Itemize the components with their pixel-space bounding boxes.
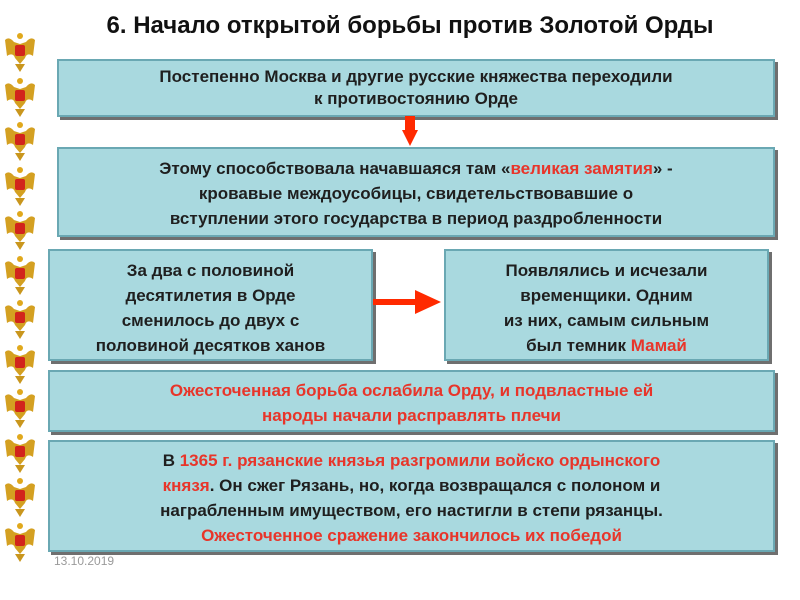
box-ryazan-line-2 bbox=[50, 473, 773, 498]
russian-coat-of-arms-icon bbox=[3, 119, 37, 163]
russian-coat-of-arms-icon bbox=[3, 253, 37, 297]
box-ryazan-red-1: 1365 г. рязанские князья разгромили войско ордынского bbox=[179, 451, 661, 470]
box-khans-line-2: десятилетия в Орде bbox=[125, 286, 296, 305]
emblem-column bbox=[0, 30, 40, 590]
box-mamai-text: был темник bbox=[526, 336, 631, 355]
box-great-turmoil-line-1 bbox=[59, 156, 773, 181]
box-ryazan-line-3: награбленным имуществом, его настигли в степи рязанцы. bbox=[160, 501, 663, 520]
russian-coat-of-arms-icon bbox=[3, 75, 37, 119]
slide-title: 6. Начало открытой борьбы против Золотой Орды bbox=[106, 12, 714, 39]
box-horde-weakened-line-1: Ожесточенная борьба ослабила Орду, и подвластные ей bbox=[169, 381, 654, 400]
russian-coat-of-arms-icon bbox=[3, 431, 37, 475]
box-khans-line-1: За два с половиной bbox=[126, 261, 295, 280]
box-mamai bbox=[444, 249, 769, 361]
russian-coat-of-arms-icon bbox=[3, 520, 37, 564]
box-mamai-line-2: временщики. Одним bbox=[520, 286, 693, 305]
box-intro bbox=[57, 59, 775, 117]
slide-date: 13.10.2019 bbox=[54, 554, 115, 568]
russian-coat-of-arms-icon bbox=[3, 30, 37, 74]
box-ryazan-text-2: . Он сжег Рязань, но, когда возвращался с полоном и bbox=[209, 476, 661, 495]
box-great-turmoil-text-2: » - bbox=[652, 159, 673, 178]
box-ryazan-text-1: В bbox=[162, 451, 180, 470]
box-ryazan-line-4: Ожесточенное сражение закончилось их победой bbox=[201, 526, 622, 545]
box-khans bbox=[48, 249, 373, 361]
mamai-name: Мамай bbox=[630, 336, 687, 355]
box-great-turmoil-line-2: кровавые междоусобицы, свидетельствовавшие о bbox=[198, 184, 634, 203]
box-ryazan-1365 bbox=[48, 440, 775, 552]
box-ryazan-red-2: князя bbox=[162, 476, 210, 495]
russian-coat-of-arms-icon bbox=[3, 475, 37, 519]
box-horde-weakened-line-2: народы начали расправлять плечи bbox=[262, 406, 561, 425]
russian-coat-of-arms-icon bbox=[3, 386, 37, 430]
box-mamai-line-4 bbox=[446, 333, 767, 358]
red-arrow-right-icon bbox=[373, 288, 443, 316]
great-turmoil-term: великая замятия bbox=[510, 159, 653, 178]
russian-coat-of-arms-icon bbox=[3, 342, 37, 386]
box-khans-line-4: половиной десятков ханов bbox=[95, 336, 326, 355]
box-mamai-line-3: из них, самым сильным bbox=[503, 311, 710, 330]
box-great-turmoil-line-3: вступлении этого государства в период раздробленности bbox=[169, 209, 663, 228]
box-mamai-line-1: Появлялись и исчезали bbox=[505, 261, 708, 280]
box-ryazan-line-1 bbox=[50, 448, 773, 473]
box-great-turmoil bbox=[57, 147, 775, 237]
russian-coat-of-arms-icon bbox=[3, 164, 37, 208]
russian-coat-of-arms-icon bbox=[3, 208, 37, 252]
box-intro-line-1: Постепенно Москва и другие русские княжества переходили bbox=[159, 67, 673, 86]
russian-coat-of-arms-icon bbox=[3, 297, 37, 341]
box-horde-weakened bbox=[48, 370, 775, 432]
box-intro-line-2: к противостоянию Орде bbox=[313, 89, 519, 108]
red-arrow-down-icon bbox=[402, 116, 418, 148]
box-great-turmoil-text-1: Этому способствовала начавшаяся там « bbox=[159, 159, 511, 178]
box-khans-line-3: сменилось до двух с bbox=[121, 311, 300, 330]
